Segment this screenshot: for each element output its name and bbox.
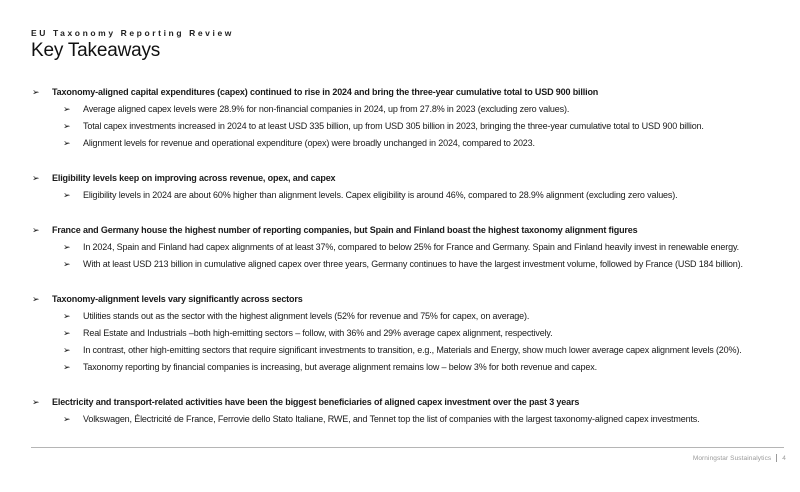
arrow-bullet-icon: ➢ [63,121,71,131]
section-heading-text: Electricity and transport-related activities have been the biggest beneficiaries of aligned capex investment over the past 3 years [52,397,580,407]
section-heading [32,222,792,239]
list-item-text: Alignment levels for revenue and operational expenditure (opex) were broadly unchanged in 2024, compared to 2023. [83,138,535,148]
arrow-bullet-icon: ➢ [32,173,40,183]
list-item-text: Eligibility levels in 2024 are about 60% higher than alignment levels. Capex eligibility is around 46%, compared to 28.9% alignment (excluding zero values). [83,190,678,200]
list-item-text: Taxonomy reporting by financial companies is increasing, but average alignment remains low – below 3% for both revenue and capex. [83,362,597,372]
arrow-bullet-icon: ➢ [63,242,71,252]
list-item-text: Total capex investments increased in 2024 to at least USD 335 billion, up from USD 305 billion in 2023, bringing the three-year cumulative total to USD 900 billion. [83,121,704,131]
arrow-bullet-icon: ➢ [32,294,40,304]
list-item-text: In contrast, other high-emitting sectors that require significant investments to transition, e.g., Materials and Energy, show much lower average capex alignment levels (20%). [83,345,742,355]
list-item [32,187,792,204]
takeaways-list [32,84,792,446]
arrow-bullet-icon: ➢ [63,345,71,355]
list-item [32,359,792,376]
footer-separator [776,454,777,462]
footer-brand: Morningstar Sustainalytics [692,454,772,462]
section-heading [32,170,792,187]
page-footer [693,454,786,462]
section-heading [32,291,792,308]
takeaway-section [32,291,792,376]
page-title: Key Takeaways [31,40,161,61]
arrow-bullet-icon: ➢ [63,138,71,148]
section-heading [32,84,792,101]
section-heading [32,394,792,411]
section-heading-text: France and Germany house the highest number of reporting companies, but Spain and Finland boast the highest taxonomy alignment figures [52,225,638,235]
takeaway-section [32,84,792,152]
report-kicker: EU Taxonomy Reporting Review [31,28,234,38]
list-item [32,101,792,118]
arrow-bullet-icon: ➢ [32,397,40,407]
takeaway-section [32,394,792,428]
arrow-bullet-icon: ➢ [32,87,40,97]
list-item [32,325,792,342]
list-item-text: With at least USD 213 billion in cumulative aligned capex over three years, Germany continues to have the largest investment volume, followed by France (USD 184 billion). [83,259,743,269]
arrow-bullet-icon: ➢ [63,259,71,269]
list-item-text: Volkswagen, Électricité de France, Ferrovie dello Stato Italiane, RWE, and Tennet top the list of companies with the largest taxonomy-aligned capex investments. [83,414,700,424]
takeaway-section [32,222,792,273]
list-item-text: Real Estate and Industrials –both high-emitting sectors – follow, with 36% and 29% average capex alignment, respectively. [83,328,553,338]
list-item [32,118,792,135]
page-number: 4 [782,454,786,462]
footer-divider [31,447,784,448]
arrow-bullet-icon: ➢ [63,328,71,338]
arrow-bullet-icon: ➢ [63,104,71,114]
section-heading-text: Taxonomy-aligned capital expenditures (capex) continued to rise in 2024 and bring the three-year cumulative total to USD 900 billion [52,87,599,97]
list-item [32,239,792,256]
list-item [32,308,792,325]
arrow-bullet-icon: ➢ [32,225,40,235]
section-heading-text: Eligibility levels keep on improving across revenue, opex, and capex [52,173,336,183]
list-item [32,342,792,359]
section-heading-text: Taxonomy-alignment levels vary significantly across sectors [52,294,303,304]
list-item [32,256,792,273]
list-item [32,135,792,152]
takeaway-section [32,170,792,204]
arrow-bullet-icon: ➢ [63,414,71,424]
list-item-text: Average aligned capex levels were 28.9% for non-financial companies in 2024, up from 27.8% in 2023 (excluding zero values). [83,104,570,114]
list-item [32,411,792,428]
arrow-bullet-icon: ➢ [63,190,71,200]
list-item-text: In 2024, Spain and Finland had capex alignments of at least 37%, compared to below 25% for France and Germany. Spain and Finland heavily invest in renewable energy. [83,242,739,252]
list-item-text: Utilities stands out as the sector with the highest alignment levels (52% for revenue and 75% for capex, on average). [83,311,530,321]
arrow-bullet-icon: ➢ [63,362,71,372]
arrow-bullet-icon: ➢ [63,311,71,321]
